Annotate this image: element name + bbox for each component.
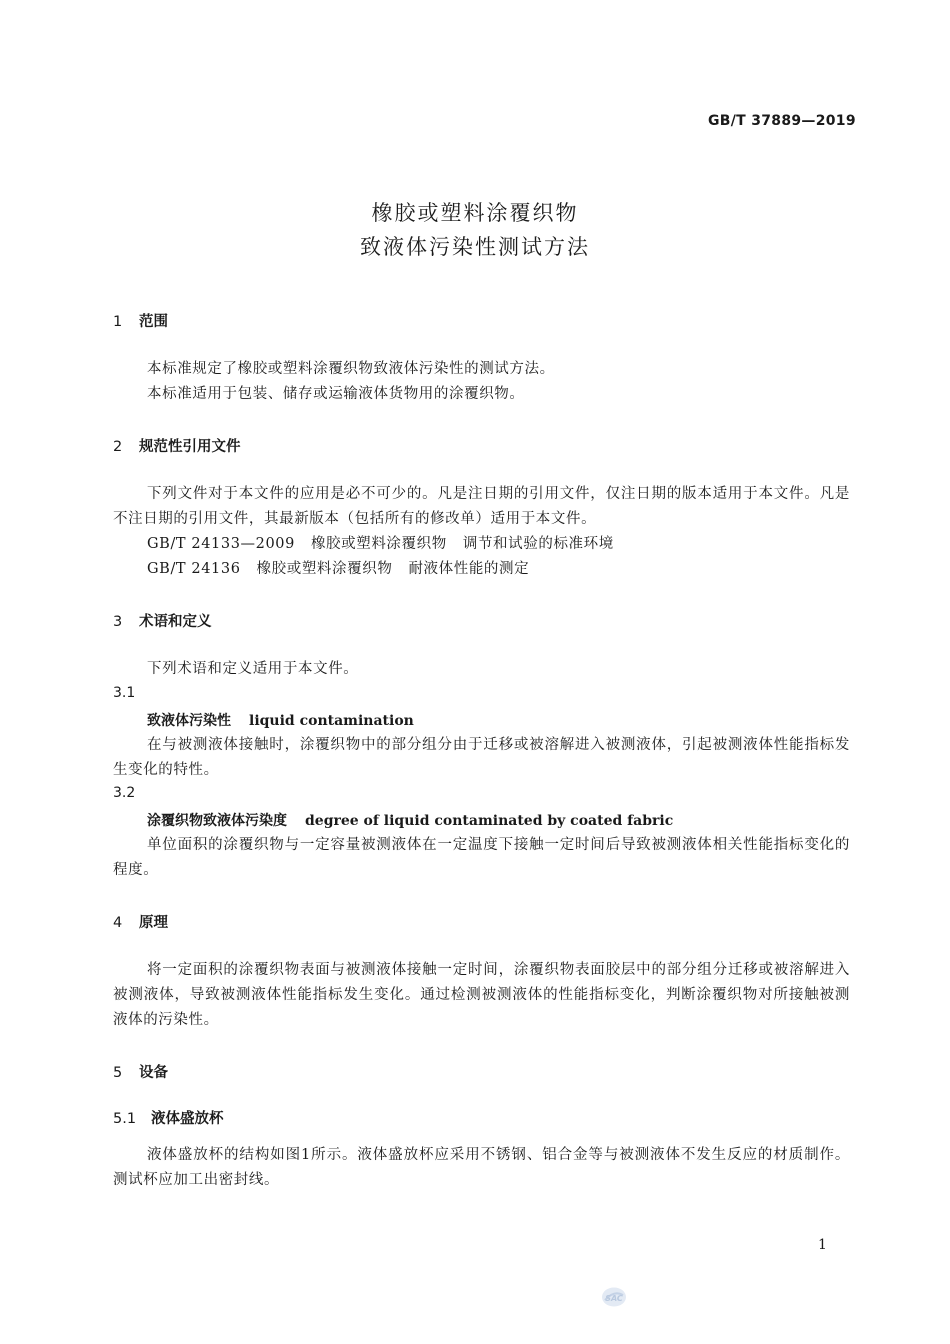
section-title: 原理 — [139, 915, 168, 931]
page-number: 1 — [818, 1237, 827, 1253]
document-title-line-2: 致液体污染性测试方法 — [360, 235, 590, 259]
logo-text: SAC — [605, 1294, 623, 1303]
subsection-title: 液体盛放杯 — [151, 1111, 224, 1127]
normative-reference — [147, 557, 529, 582]
paragraph: 将一定面积的涂覆织物表面与被测液体接触一定时间，涂覆织物表面胶层中的部分组分迁移或被溶解进入被测液体，导致被测液体性能指标发生变化。通过检测被测液体的性能指标变化，判断涂覆织物对所接触被测液体的污染性。 — [113, 962, 850, 1028]
paragraph: 液体盛放杯的结构如图1所示。液体盛放杯应采用不锈钢、铝合金等与被测液体不发生反应的材质制作。测试杯应加工出密封线。 — [113, 1147, 850, 1188]
section-title: 术语和定义 — [139, 614, 212, 630]
section-number: 2 — [113, 439, 123, 455]
term-number: 3.1 — [113, 685, 136, 701]
section-2-heading — [113, 435, 241, 456]
reference-title: 橡胶或塑料涂覆织物 — [256, 561, 393, 577]
section-number: 1 — [113, 314, 123, 330]
section-3-heading — [113, 610, 212, 631]
reference-subtitle: 耐液体性能的测定 — [408, 561, 530, 577]
section-title: 设备 — [139, 1065, 168, 1081]
paragraph: 本标准适用于包装、储存或运输液体货物用的涂覆织物。 — [147, 386, 525, 402]
section-number: 3 — [113, 614, 123, 630]
normative-reference — [147, 532, 614, 557]
section-title: 范围 — [139, 314, 168, 330]
section-number: 5 — [113, 1065, 123, 1081]
reference-title: 橡胶或塑料涂覆织物 — [310, 536, 447, 552]
section-4-heading — [113, 911, 168, 932]
section-number: 4 — [113, 915, 123, 931]
reference-code: GB/T 24133—2009 — [147, 536, 295, 552]
section-title: 规范性引用文件 — [139, 439, 241, 455]
reference-code: GB/T 24136 — [147, 561, 241, 577]
term-number: 3.2 — [113, 785, 136, 801]
document-number: GB/T 37889—2019 — [708, 113, 856, 129]
term-zh: 涂覆织物致液体污染度 — [147, 813, 287, 829]
term-en: liquid contamination — [249, 713, 414, 729]
term-en: degree of liquid contaminated by coated fabric — [305, 813, 674, 829]
paragraph: 本标准规定了橡胶或塑料涂覆织物致液体污染性的测试方法。 — [147, 361, 555, 377]
paragraph: 下列术语和定义适用于本文件。 — [147, 661, 359, 677]
document-title-line-1: 橡胶或塑料涂覆织物 — [371, 201, 579, 225]
paragraph: 下列文件对于本文件的应用是必不可少的。凡是注日期的引用文件，仅注日期的版本适用于本文件。凡是不注日期的引用文件，其最新版本（包括所有的修改单）适用于本文件。 — [113, 486, 850, 527]
section-5-heading — [113, 1061, 168, 1082]
subsection-number: 5.1 — [113, 1111, 137, 1127]
term-heading — [147, 710, 414, 730]
reference-subtitle: 调节和试验的标准环境 — [462, 536, 614, 552]
sac-logo-icon — [601, 1286, 627, 1308]
section-1-heading — [113, 310, 168, 331]
subsection-5-1-heading — [113, 1107, 224, 1128]
term-heading — [147, 810, 673, 830]
term-zh: 致液体污染性 — [147, 713, 231, 729]
term-definition: 在与被测液体接触时，涂覆织物中的部分组分由于迁移或被溶解进入被测液体，引起被测液体性能指标发生变化的特性。 — [113, 737, 850, 778]
term-definition: 单位面积的涂覆织物与一定容量被测液体在一定温度下接触一定时间后导致被测液体相关性能指标变化的程度。 — [113, 837, 850, 878]
